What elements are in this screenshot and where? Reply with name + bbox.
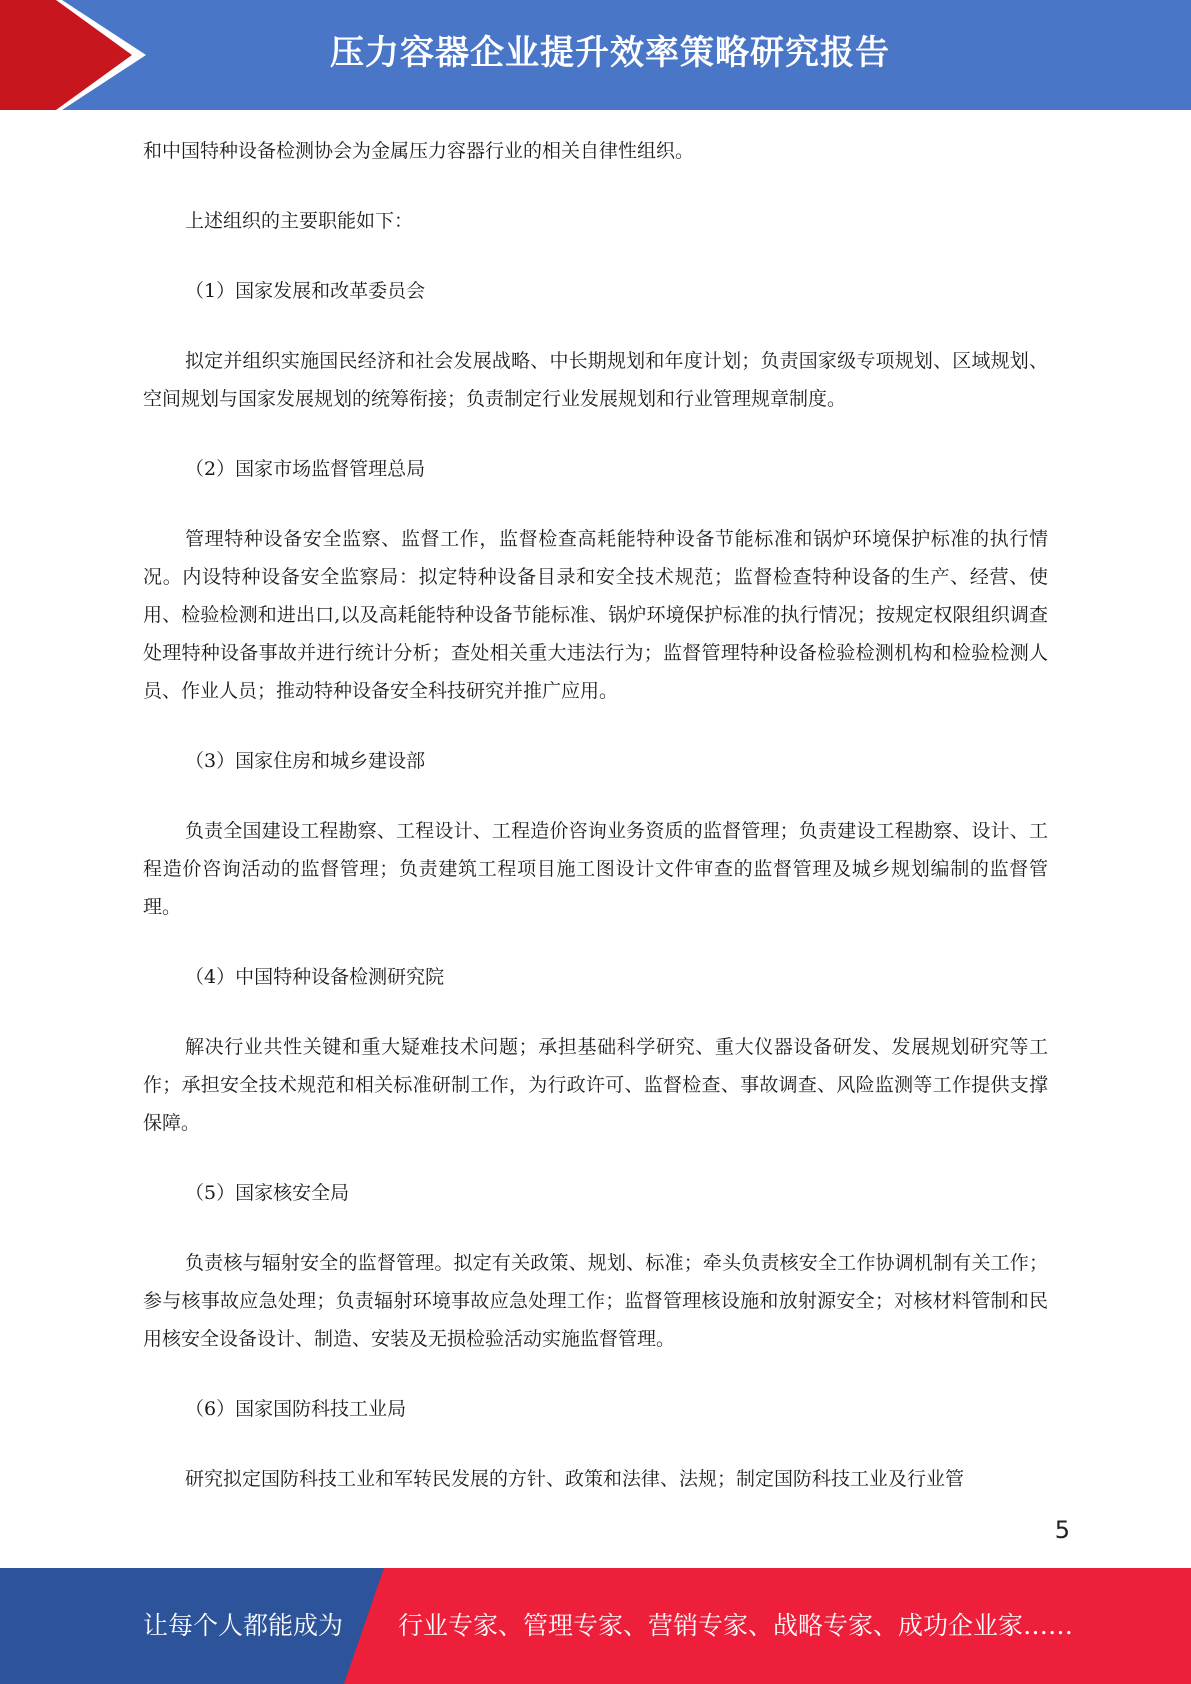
body-paragraph: 负责核与辐射安全的监督管理。拟定有关政策、规划、标准；牵头负责核安全工作协调机制有关工作；参与核事故应急处理；负责辐射环境事故应急处理工作；监督管理核设施和放射源安全；对核材料管制和民用核安全设备设计、制造、安装及无损检验活动实施监督管理。 [143,1252,1048,1350]
page-header [0,0,1191,110]
page-footer [0,1568,1191,1684]
paragraph-gap [143,710,1048,742]
section-heading: （3）国家住房和城乡建设部 [185,750,426,772]
header-chevron-decoration [0,0,160,110]
section-heading: （2）国家市场监督管理总局 [185,458,426,480]
body-paragraph: 和中国特种设备检测协会为金属压力容器行业的相关自律性组织。 [143,140,695,162]
paragraph-gap [143,996,1048,1028]
page-number: 5 [1054,1516,1070,1544]
paragraph-gap [143,1428,1048,1460]
paragraph-gap [143,1358,1048,1390]
report-title: 压力容器企业提升效率策略研究报告 [330,33,890,73]
paragraph-gap [143,310,1048,342]
footer-slogan-left: 让每个人都能成为 [143,1611,344,1640]
body-paragraph: 负责全国建设工程勘察、工程设计、工程造价咨询业务资质的监督管理；负责建设工程勘察、设计、工程造价咨询活动的监督管理；负责建筑工程项目施工图设计文件审查的监督管理及城乡规划编制的监督管理。 [143,820,1048,918]
body-paragraph: 研究拟定国防科技工业和军转民发展的方针、政策和法律、法规；制定国防科技工业及行业管 [185,1468,965,1490]
paragraph-gap [143,240,1048,272]
paragraph-gap [143,780,1048,812]
paragraph-gap [143,926,1048,958]
document-body [143,132,1048,1498]
section-heading: （1）国家发展和改革委员会 [185,280,426,302]
paragraph-gap [143,1212,1048,1244]
section-heading: （5）国家核安全局 [185,1182,350,1204]
paragraph-gap [143,488,1048,520]
footer-slogan-right: 行业专家、管理专家、营销专家、战略专家、成功企业家…… [398,1611,1074,1640]
body-paragraph: 解决行业共性关键和重大疑难技术问题；承担基础科学研究、重大仪器设备研发、发展规划研究等工作；承担安全技术规范和相关标准研制工作，为行政许可、监督检查、事故调查、风险监测等工作提供支撑保障。 [143,1036,1048,1134]
paragraph-gap [143,170,1048,202]
body-paragraph: 上述组织的主要职能如下： [185,210,414,232]
paragraph-gap [143,418,1048,450]
section-heading: （4）中国特种设备检测研究院 [185,966,445,988]
section-heading: （6）国家国防科技工业局 [185,1398,407,1420]
body-paragraph: 拟定并组织实施国民经济和社会发展战略、中长期规划和年度计划；负责国家级专项规划、区域规划、空间规划与国家发展规划的统筹衔接；负责制定行业发展规划和行业管理规章制度。 [143,350,1048,410]
paragraph-gap [143,1142,1048,1174]
body-paragraph: 管理特种设备安全监察、监督工作，监督检查高耗能特种设备节能标准和锅炉环境保护标准的执行情况。内设特种设备安全监察局：拟定特种设备目录和安全技术规范；监督检查特种设备的生产、经营、使用、检验检测和进出口,以及高耗能特种设备节能标准、锅炉环境保护标准的执行情况；按规定权限组织调查处理特种设备事故并进行统计分析；查处相关重大违法行为；监督管理特种设备检验检测机构和检验检测人员、作业人员；推动特种设备安全科技研究并推广应用。 [143,528,1048,702]
